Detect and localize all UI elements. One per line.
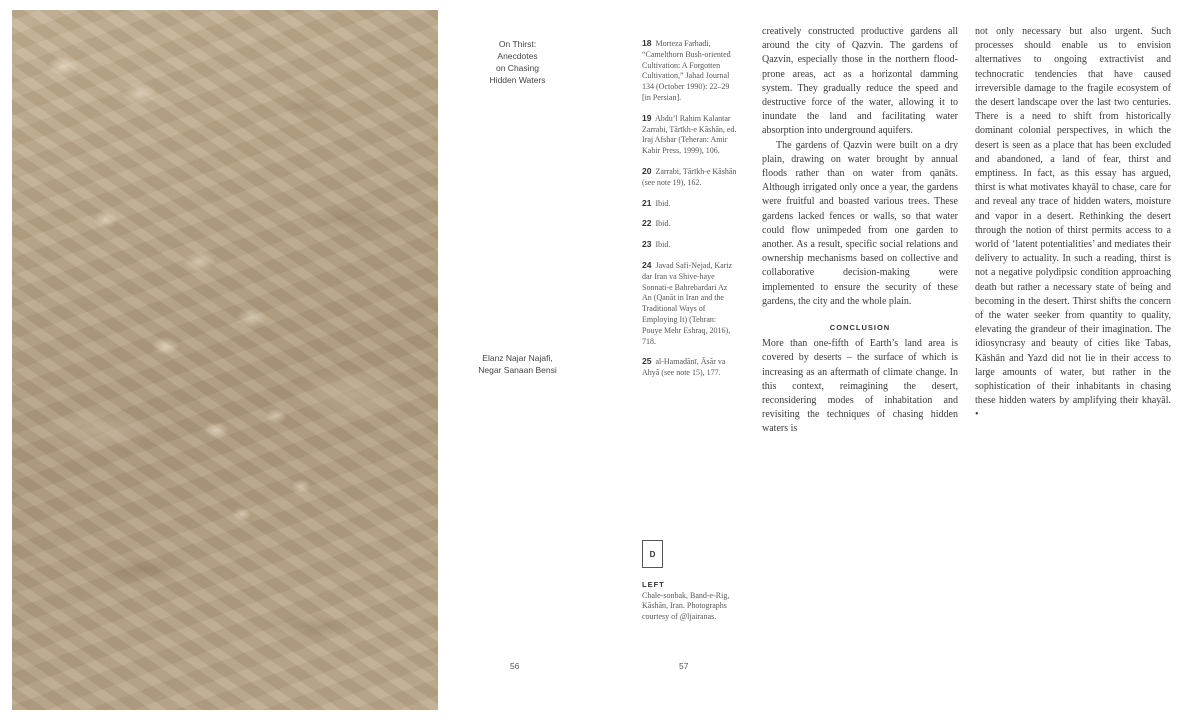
caption-text: Chale-sonbak, Band-e-Rig, Kāshān, Iran. Photographs courtesy of @ljairanas.: [642, 590, 730, 621]
paragraph: creatively constructed productive gardens all around the city of Qazvin. The gardens of Qazvin, especially those in the northern flood-prone areas, act as a horizontal damming system. They gradually reduce the speed and destructive force of the water, allowing it to inundate the land and facilitating water absorption into underground aquifers.: [762, 26, 958, 137]
running-title: On Thirst: Anecdotes on Chasing Hidden Waters: [489, 39, 546, 85]
endnotes: [642, 38, 738, 388]
endnote: 24 Javad Safi-Nejad, Kariz dar Iran va Shive-haye Sonnati-e Bahrebardari Az An (Qanāt in Iran and the Traditional Ways of Employing It) (Tehran: Pouye Mehr Eshraq, 2016), 718.: [642, 259, 733, 346]
section-heading: CONCLUSION: [829, 323, 891, 333]
author-names: Elanz Najar Najafi, Negar Sanaan Bensi: [478, 353, 557, 375]
endnote: 25 al-Hamadānī, Āsār va Ahyā (see note 15), 177.: [642, 356, 726, 378]
endnote: 22 Ibid.: [642, 218, 671, 229]
paragraph: The gardens of Qazvin were built on a dry plain, drawing on water brought by annual floods rather than on water from qanāts. Although irrigated only once a year, the gardens were fruitful and boasted various trees. These gardens lacked fences or walls, so that water could flow unimpeded from one garden to another. As a result, specific social relations and ownership mechanisms based on collective and collaborative decision-making were implemented to ensure the security of these gardens, the city and the whole plain.: [762, 139, 958, 307]
endnote: 21 Ibid.: [642, 197, 671, 208]
caption-heading: LEFT: [642, 580, 665, 589]
endnote: 23 Ibid.: [642, 239, 671, 250]
body-column-2: [975, 25, 1171, 423]
paragraph: not only necessary but also urgent. Such processes should enable us to envision alternatives to ongoing extractivist and technocratic tendencies that have caused irreversible damage to the fragile ecosystem of the desert landscape over the last two centuries. There is a need to shift from historically dominant colonial perspectives, in which the desert is seen as a place that has been excluded and abandoned, a land of fear, thirst and emptiness. In fact, as this essay has argued, thirst is what motivates khayāl to chase, care for and reveal any trace of hidden waters, moisture and vapor in a desert. Rethinking the desert through the notion of thirst permits access to a world of ‘latent potentialities’ and mediates their delivery to actuality. In such a reading, thirst is not a negative polydipsic condition approaching death but rather a necessary state of being and becoming in the desert. Thirst shifts the concern of the water seeker from quantity to quality, elevating the grandeur of their imagination. The idiosyncrasy and beauty of cities like Tabas, Kāshān and Yazd did not lie in their access to large amounts of water, but rather in the sophistication of their inhabitants in chasing these hidden waters by amplifying their khayāl. •: [975, 26, 1171, 421]
page-number-right: 57: [679, 661, 689, 671]
endnote: 20 Zarrabi, Tārīkh-e Kāshān (see note 19), 162.: [642, 165, 737, 187]
page-number-left: 56: [510, 661, 520, 671]
paragraph: More than one-fifth of Earth’s land area is covered by deserts – the surface of which is increasing as an aftermath of climate change. In this context, reimagining the desert, reconsidering modes of inhabitation and revisiting the techniques of chasing hidden waters is: [762, 338, 958, 435]
endnote: 19 Abdu’l Rahim Kalantar Zarrabi, Tārīkh-e Kāshān, ed. Iraj Afshar (Teheran: Amir Kabir Press, 1999), 106.: [642, 112, 737, 156]
desert-aerial-photograph: [12, 10, 438, 710]
body-column-1: [762, 25, 958, 437]
figure-label-box: D: [642, 540, 663, 568]
photo-caption: [642, 580, 742, 622]
endnote: 18 Morteza Farhadi, “Camelthorn Bush-oriented Cultivation: A Forgotten Cultivation,” Jahad Journal 134 (October 1990): 22–29 [in Persian].: [642, 38, 731, 102]
